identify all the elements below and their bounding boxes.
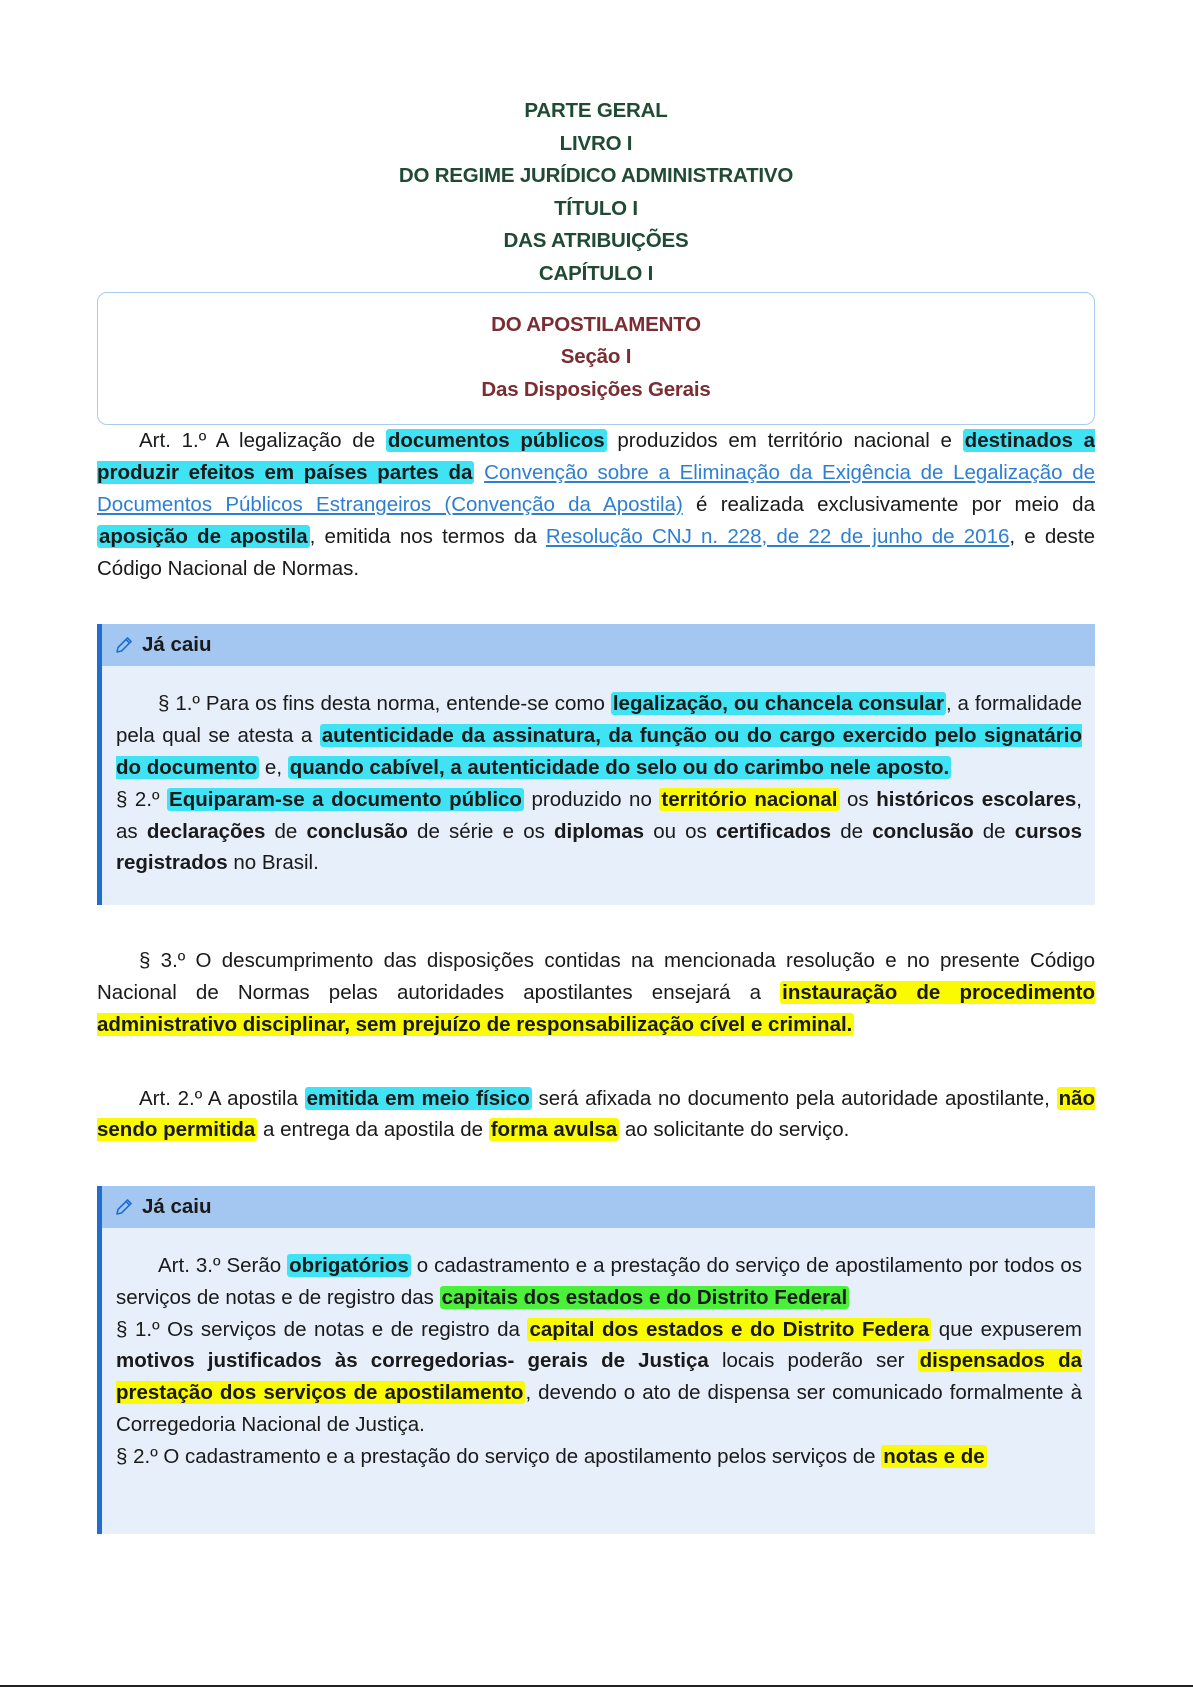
heading-capitulo: CAPÍTULO I <box>538 261 654 285</box>
text-run: , e deste Código Nacional de Normas. <box>97 524 1096 580</box>
text-run: Art. 2.º A apostila <box>139 1086 305 1110</box>
callout-body <box>102 1228 1095 1473</box>
callout-header <box>102 1186 1095 1228</box>
callout-title: Já caiu <box>142 1195 212 1219</box>
text-run: § 2.º <box>116 787 168 811</box>
callout-body <box>102 666 1095 879</box>
heading-parte: PARTE GERAL <box>524 99 668 122</box>
highlight-yellow: instauração de procedimento administrativo disciplinar, sem prejuízo de responsabilização cível e criminal. <box>97 980 1096 1036</box>
text-run: § 1.º Para os fins desta norma, entende-se como <box>158 692 611 716</box>
paragraph-3 <box>97 945 1095 1040</box>
pencil-icon <box>114 635 134 655</box>
section-title: DO APOSTILAMENTO <box>491 312 701 336</box>
text-run: locais poderão ser <box>708 1349 918 1373</box>
heading-atribuicoes: DAS ATRIBUIÇÕES <box>503 229 689 253</box>
text-run: produzido no <box>523 787 660 811</box>
text-run: § 3.º O descumprimento das disposições contidas na mencionada resolução e no presente Código Nacional de Normas pelas autoridades apostilantes ensejará a <box>97 949 1095 1004</box>
bold-text: conclusão <box>872 819 974 843</box>
heading-regime: DO REGIME JURÍDICO ADMINISTRATIVO <box>398 164 794 188</box>
heading-titulo: TÍTULO I <box>554 196 638 220</box>
paragraph-2 <box>116 784 1082 879</box>
heading-block <box>97 95 1095 291</box>
paragraph-1 <box>116 1314 1082 1441</box>
text-run: , emitida nos termos da <box>309 524 546 548</box>
paragraph-2 <box>116 1441 1082 1473</box>
text-run: de <box>973 819 1015 843</box>
document-link[interactable]: Convenção sobre a Eliminação da Exigência de Legalização de Documentos Públicos Estrangeiros (Convenção da Apostila) <box>97 461 1096 516</box>
text-run: e, <box>259 755 288 779</box>
highlight-cyan: legalização, ou chancela consular <box>612 692 944 716</box>
text-run: de série e os <box>407 819 555 843</box>
highlight-yellow: capital dos estados e do Distrito Federa <box>529 1317 930 1341</box>
article-2 <box>97 1083 1095 1147</box>
text-run: , a formalidade pela qual se atesta a <box>116 692 1082 748</box>
text-run: é realizada exclusivamente por meio da <box>682 492 1095 516</box>
highlight-cyan: aposição de apostila <box>99 524 308 548</box>
text-run: ou os <box>644 819 716 843</box>
text-run: ao solicitante do serviço. <box>619 1118 850 1142</box>
ja-caiu-callout-2 <box>97 1186 1095 1534</box>
highlight-cyan: quando cabível, a autenticidade do selo ou do carimbo nele aposto. <box>289 755 950 779</box>
document-link[interactable]: Resolução CNJ n. 228, de 22 de junho de 2016 <box>545 524 1010 548</box>
text-run: a entrega da apostila de <box>257 1118 489 1142</box>
text-run: será afixada no documento pela autoridade apostilante, <box>531 1086 1057 1110</box>
callout-header <box>102 624 1095 666</box>
highlight-yellow: dispensados da prestação dos serviços de apostilamento <box>116 1349 1082 1405</box>
paragraph-1 <box>116 688 1082 783</box>
highlight-cyan: emitida em meio físico <box>306 1086 530 1110</box>
highlight-yellow: território nacional <box>661 787 838 811</box>
bold-text: cursos registrados <box>116 819 1082 875</box>
highlight-yellow: notas e de <box>883 1444 985 1468</box>
highlight-yellow: não sendo permitida <box>97 1086 1096 1142</box>
highlight-green: capitais dos estados e do Distrito Federal <box>441 1285 848 1309</box>
highlight-yellow: forma avulsa <box>490 1118 618 1142</box>
heading-livro: LIVRO I <box>559 131 633 155</box>
text-run: de <box>831 819 873 843</box>
text-run: § 2.º O cadastramento e a prestação do serviço de apostilamento pelos serviços de <box>116 1444 882 1468</box>
text-run: § 1.º Os serviços de notas e de registro da <box>116 1317 528 1341</box>
section-number: Seção I <box>560 345 632 369</box>
text-run: que expuserem <box>931 1317 1082 1341</box>
article-3 <box>116 1250 1082 1314</box>
text-run: o cadastramento e a prestação do serviço de apostilamento por todos os serviços de notas e de registro das <box>116 1254 1082 1309</box>
article-1 <box>97 425 1095 584</box>
highlight-cyan: documentos públicos <box>387 429 605 453</box>
bold-text: diplomas <box>554 819 645 843</box>
bold-text: certificados <box>716 819 832 843</box>
text-run: Art. 3.º Serão <box>158 1254 288 1278</box>
section-subtitle: Das Disposições Gerais <box>481 377 711 401</box>
highlight-cyan: destinados a produzir efeitos em países partes da <box>97 429 1095 485</box>
callout-title: Já caiu <box>142 633 212 657</box>
section-box <box>97 292 1095 426</box>
highlight-cyan: obrigatórios <box>289 1254 409 1278</box>
text-run: produzidos em território nacional e <box>606 429 963 453</box>
text-run: os <box>839 787 877 811</box>
text-run: Art. 1.º A legalização de <box>139 429 386 453</box>
bold-text: declarações <box>146 819 266 843</box>
pencil-icon <box>114 1197 134 1217</box>
bold-text: motivos justificados às corregedorias- gerais de Justiça <box>116 1349 709 1373</box>
text-run: , devendo o ato de dispensa ser comunicado formalmente à Corregedoria Nacional de Justiça. <box>116 1381 1082 1437</box>
highlight-cyan: Equiparam-se a documento público <box>169 787 522 811</box>
document-page <box>97 95 1095 1534</box>
highlight-cyan: autenticidade da assinatura, da função ou do cargo exercido pelo signatário do documento <box>116 724 1082 779</box>
ja-caiu-callout-1 <box>97 624 1095 905</box>
text-run <box>474 461 484 484</box>
text-run: no Brasil. <box>227 851 319 875</box>
bold-text: conclusão <box>306 819 408 843</box>
text-run: de <box>265 819 307 843</box>
bold-text: históricos escolares <box>876 787 1077 811</box>
text-run: , as <box>116 787 1082 843</box>
